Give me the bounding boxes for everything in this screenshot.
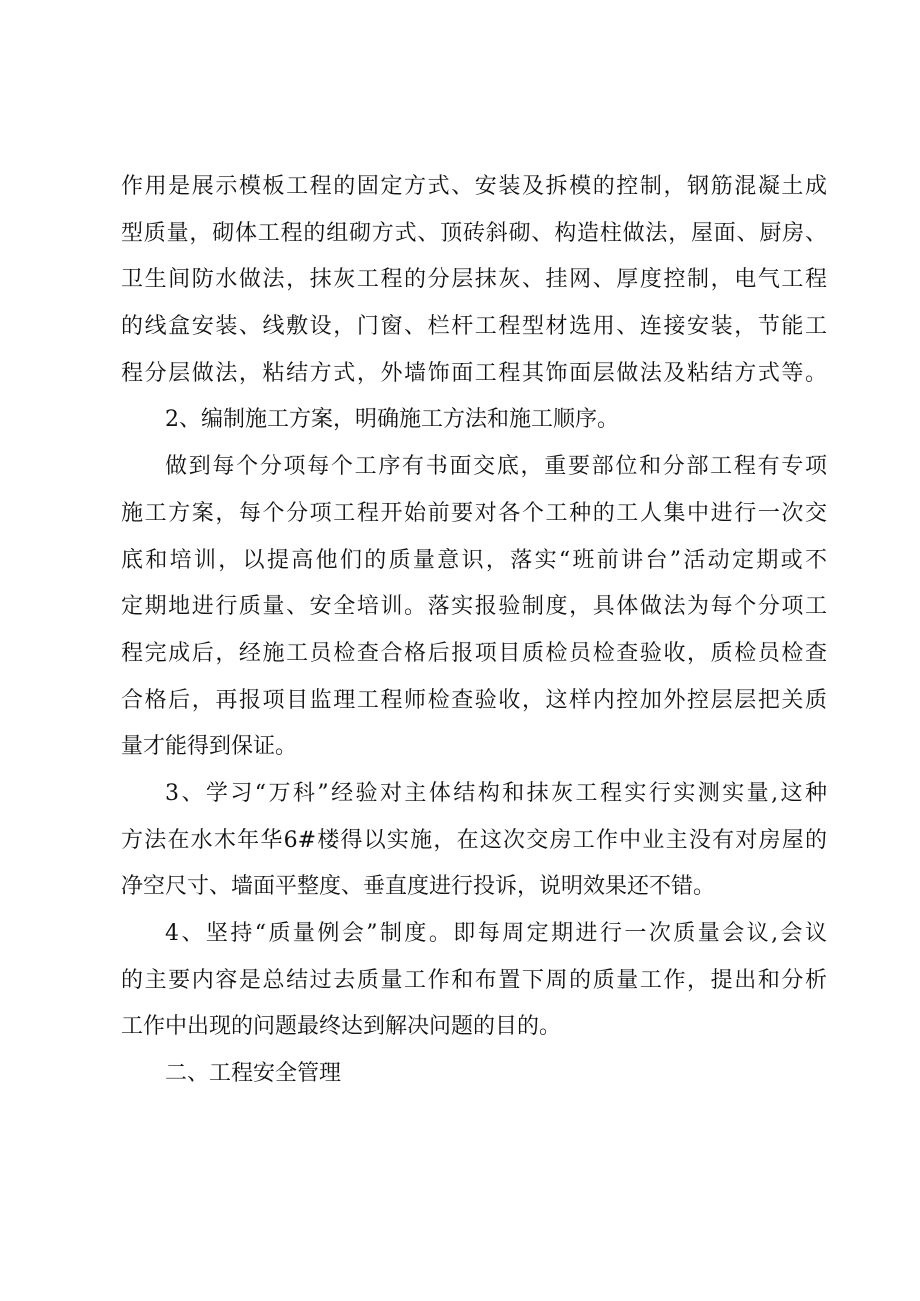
text-line: 4、坚持“质量例会”制度。即每周定期进行一次质量会议,会议 [165, 921, 827, 946]
paragraph-actual-measurement [121, 771, 827, 911]
text-line: 3、学习“万科”经验对主体结构和抹灰工程实行实测实量,这种 [165, 780, 827, 806]
text-line: 方法在水木年华6#楼得以实施，在这次交房工作中业主没有对房屋的 [121, 827, 827, 853]
text-line: 净空尺寸、墙面平整度、垂直度进行投诉，说明效果还不错。 [121, 874, 716, 900]
paragraph-template-description [121, 164, 827, 397]
text-line: 做到每个分项每个工序有书面交底，重要部位和分部工程有专项 [165, 454, 827, 480]
document-body [121, 164, 827, 1098]
text-line: 合格后，再报项目监理工程师检查验收，这样内控加外控层层把关质 [121, 687, 827, 713]
text-line: 程完成后，经施工员检查合格后报项目质检员检查验收，质检员检查 [121, 640, 827, 666]
text-line: 定期地进行质量、安全培训。落实报验制度，具体做法为每个分项工 [121, 594, 827, 620]
text-line: 底和培训，以提高他们的质量意识，落实“班前讲台”活动定期或不 [121, 547, 827, 573]
paragraph-quality-meeting [121, 911, 827, 1051]
text-line: 作用是展示模板工程的固定方式、安装及拆模的控制，钢筋混凝土成 [121, 174, 827, 199]
text-line: 量才能得到保证。 [121, 734, 298, 760]
text-line: 卫生间防水做法，抹灰工程的分层抹灰、挂网、厚度控制，电气工程 [121, 267, 827, 293]
text-line: 工作中出现的问题最终达到解决问题的目的。 [121, 1014, 562, 1040]
section-heading-safety-management [121, 1051, 827, 1098]
text-line: 程分层做法，粘结方式，外墙饰面工程其饰面层做法及粘结方式等。 [121, 360, 827, 386]
text-line: 的线盒安装、线敷设，门窗、栏杆工程型材选用、连接安装，节能工 [121, 314, 827, 340]
paragraph-construction-plan [121, 397, 827, 444]
text-line: 施工方案，每个分项工程开始前要对各个工种的工人集中进行一次交 [121, 500, 827, 526]
section-heading: 二、工程安全管理 [165, 1061, 342, 1087]
text-line: 型质量，砌体工程的组砌方式、顶砖斜砌、构造柱做法，屋面、厨房、 [121, 220, 827, 246]
text-line: 的主要内容是总结过去质量工作和布置下周的质量工作，提出和分析 [121, 967, 827, 993]
text-line: 2、编制施工方案，明确施工方法和施工顺序。 [165, 407, 619, 433]
paragraph-technical-briefing [121, 444, 827, 771]
